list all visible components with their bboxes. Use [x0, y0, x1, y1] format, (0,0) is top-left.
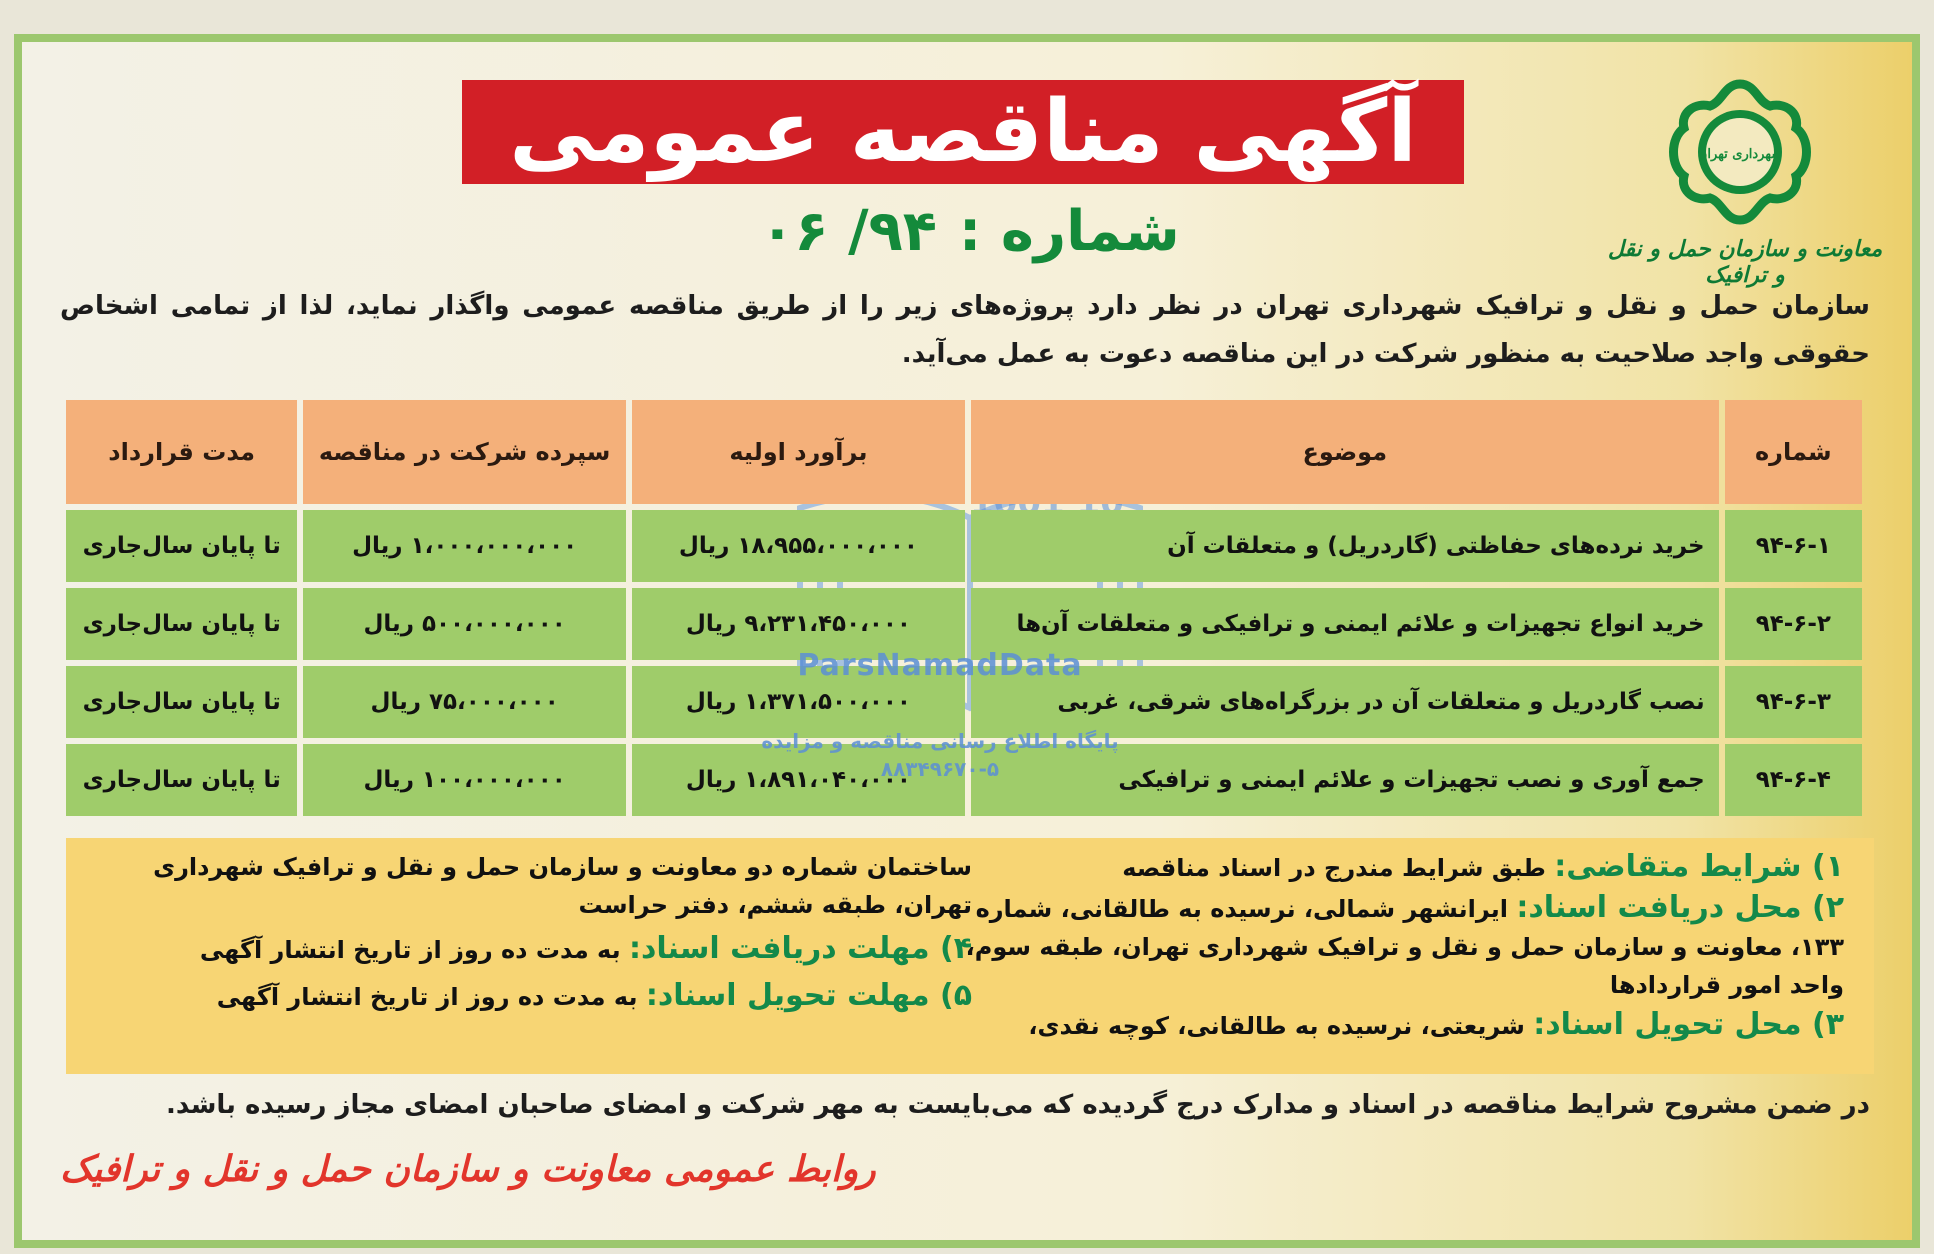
signature-text: روابط عمومی معاونت و سازمان حمل و نقل و ترافیک: [60, 1148, 876, 1190]
tehran-municipality-logo: [1660, 72, 1820, 232]
row-deposit: ۷۵،۰۰۰،۰۰۰ ریال: [303, 666, 626, 738]
row-deposit: ۱۰۰،۰۰۰،۰۰۰ ریال: [303, 744, 626, 816]
col-estimate: برآورد اولیه: [632, 400, 965, 504]
col-number: شماره: [1725, 400, 1862, 504]
condition-5-text: به مدت ده روز از تاریخ انتشار آگهی: [216, 983, 638, 1011]
conditions-right-column: [964, 848, 1844, 1047]
condition-1: [964, 848, 1844, 887]
tender-number: [760, 186, 1180, 276]
condition-5-label: ۵) مهلت تحویل اسناد:: [645, 978, 972, 1013]
col-deposit: سپرده شرکت در مناقصه: [303, 400, 626, 504]
condition-2: [964, 889, 1844, 1004]
row-duration: تا پایان سال‌جاری: [66, 510, 297, 582]
row-subject: خرید انواع تجهیزات و علائم ایمنی و ترافیکی و متعلقات آن‌ها: [971, 588, 1719, 660]
ad-title: آگهی مناقصه عمومی: [509, 82, 1417, 182]
condition-3-text: شریعتی، نرسیده به طالقانی، کوچه نقدی،: [1028, 1012, 1525, 1040]
tender-number-label: شماره :: [958, 198, 1180, 264]
table-row: [66, 510, 1862, 582]
watermark-brand: ParsNamadData: [797, 648, 1083, 683]
condition-4-text: به مدت ده روز از تاریخ انتشار آگهی: [199, 936, 621, 964]
col-subject: موضوع: [971, 400, 1719, 504]
row-number: ۹۴-۶-۳: [1725, 666, 1862, 738]
intro-paragraph: سازمان حمل و نقل و ترافیک شهرداری تهران در نظر دارد پروژه‌های زیر را از طریق مناقصه عمومی واگذار نماید، لذا از تمامی اشخاص حقوقی واجد صلاحیت به منظور شرکت در این مناقصه دعوت به عمل می‌آید.: [60, 291, 1870, 369]
row-subject: جمع آوری و نصب تجهیزات و علائم ایمنی و ترافیکی: [971, 744, 1719, 816]
row-estimate: ۱۸،۹۵۵،۰۰۰،۰۰۰ ریال: [632, 510, 965, 582]
condition-2-label: ۲) محل دریافت اسناد:: [1516, 890, 1844, 925]
row-deposit: ۵۰۰،۰۰۰،۰۰۰ ریال: [303, 588, 626, 660]
logo-seal-text: شهرداری تهران: [1697, 147, 1783, 162]
row-number: ۹۴-۶-۲: [1725, 588, 1862, 660]
condition-4: [92, 930, 972, 969]
condition-1-text: طبق شرایط مندرج در اسناد مناقصه: [1122, 854, 1546, 882]
ad-title-banner: [462, 80, 1464, 184]
row-number: ۹۴-۶-۴: [1725, 744, 1862, 816]
condition-5: [92, 977, 972, 1016]
col-duration: مدت قرارداد: [66, 400, 297, 504]
row-duration: تا پایان سال‌جاری: [66, 666, 297, 738]
row-duration: تا پایان سال‌جاری: [66, 588, 297, 660]
watermark-tagline: پایگاه اطلاع رسانی مناقصه و مزایده: [761, 729, 1119, 753]
row-estimate: ۹،۲۳۱،۴۵۰،۰۰۰ ریال: [632, 588, 965, 660]
table-header-row: [66, 400, 1862, 504]
row-estimate: ۱،۳۷۱،۵۰۰،۰۰۰ ریال: [632, 666, 965, 738]
condition-3-continued: ساختمان شماره دو معاونت و سازمان حمل و نقل و ترافیک شهرداری تهران، طبقه ششم، دفتر حراست: [153, 853, 972, 919]
logo-caption: معاونت و سازمان حمل و نقل و ترافیک: [1607, 236, 1883, 288]
tender-number-value: ۹۴/ ۰۶: [760, 198, 937, 264]
condition-1-label: ۱) شرایط متقاضی:: [1554, 849, 1844, 884]
row-deposit: ۱،۰۰۰،۰۰۰،۰۰۰ ریال: [303, 510, 626, 582]
conditions-left-column: [92, 848, 972, 1018]
condition-2-text: ایرانشهر شمالی، نرسیده به طالقانی، شماره ۱۳۳، معاونت و سازمان حمل و نقل و ترافیک شهرداری تهران، طبقه سوم، واحد امور قراردادها: [965, 895, 1844, 999]
conditions-box: [66, 838, 1874, 1074]
signature: [60, 1148, 1870, 1208]
row-subject: خرید نرده‌های حفاظتی (گاردریل) و متعلقات آن: [971, 510, 1719, 582]
row-estimate: ۱،۸۹۱،۰۴۰،۰۰۰ ریال: [632, 744, 965, 816]
condition-3-label: ۳) محل تحویل اسناد:: [1533, 1007, 1844, 1042]
footnote: در ضمن مشروح شرایط مناقصه در اسناد و مدارک درج گردیده که می‌بایست به مهر شرکت و امضای صاحبان امضای مجاز رسیده باشد.: [165, 1090, 1870, 1120]
condition-3: [964, 1006, 1844, 1045]
row-duration: تا پایان سال‌جاری: [66, 744, 297, 816]
row-number: ۹۴-۶-۱: [1725, 510, 1862, 582]
row-subject: نصب گاردریل و متعلقات آن در بزرگراه‌های شرقی، غربی: [971, 666, 1719, 738]
watermark-phone: ۸۸۳۴۹۶۷۰-۵: [880, 757, 1000, 781]
condition-4-label: ۴) مهلت دریافت اسناد:: [628, 931, 972, 966]
